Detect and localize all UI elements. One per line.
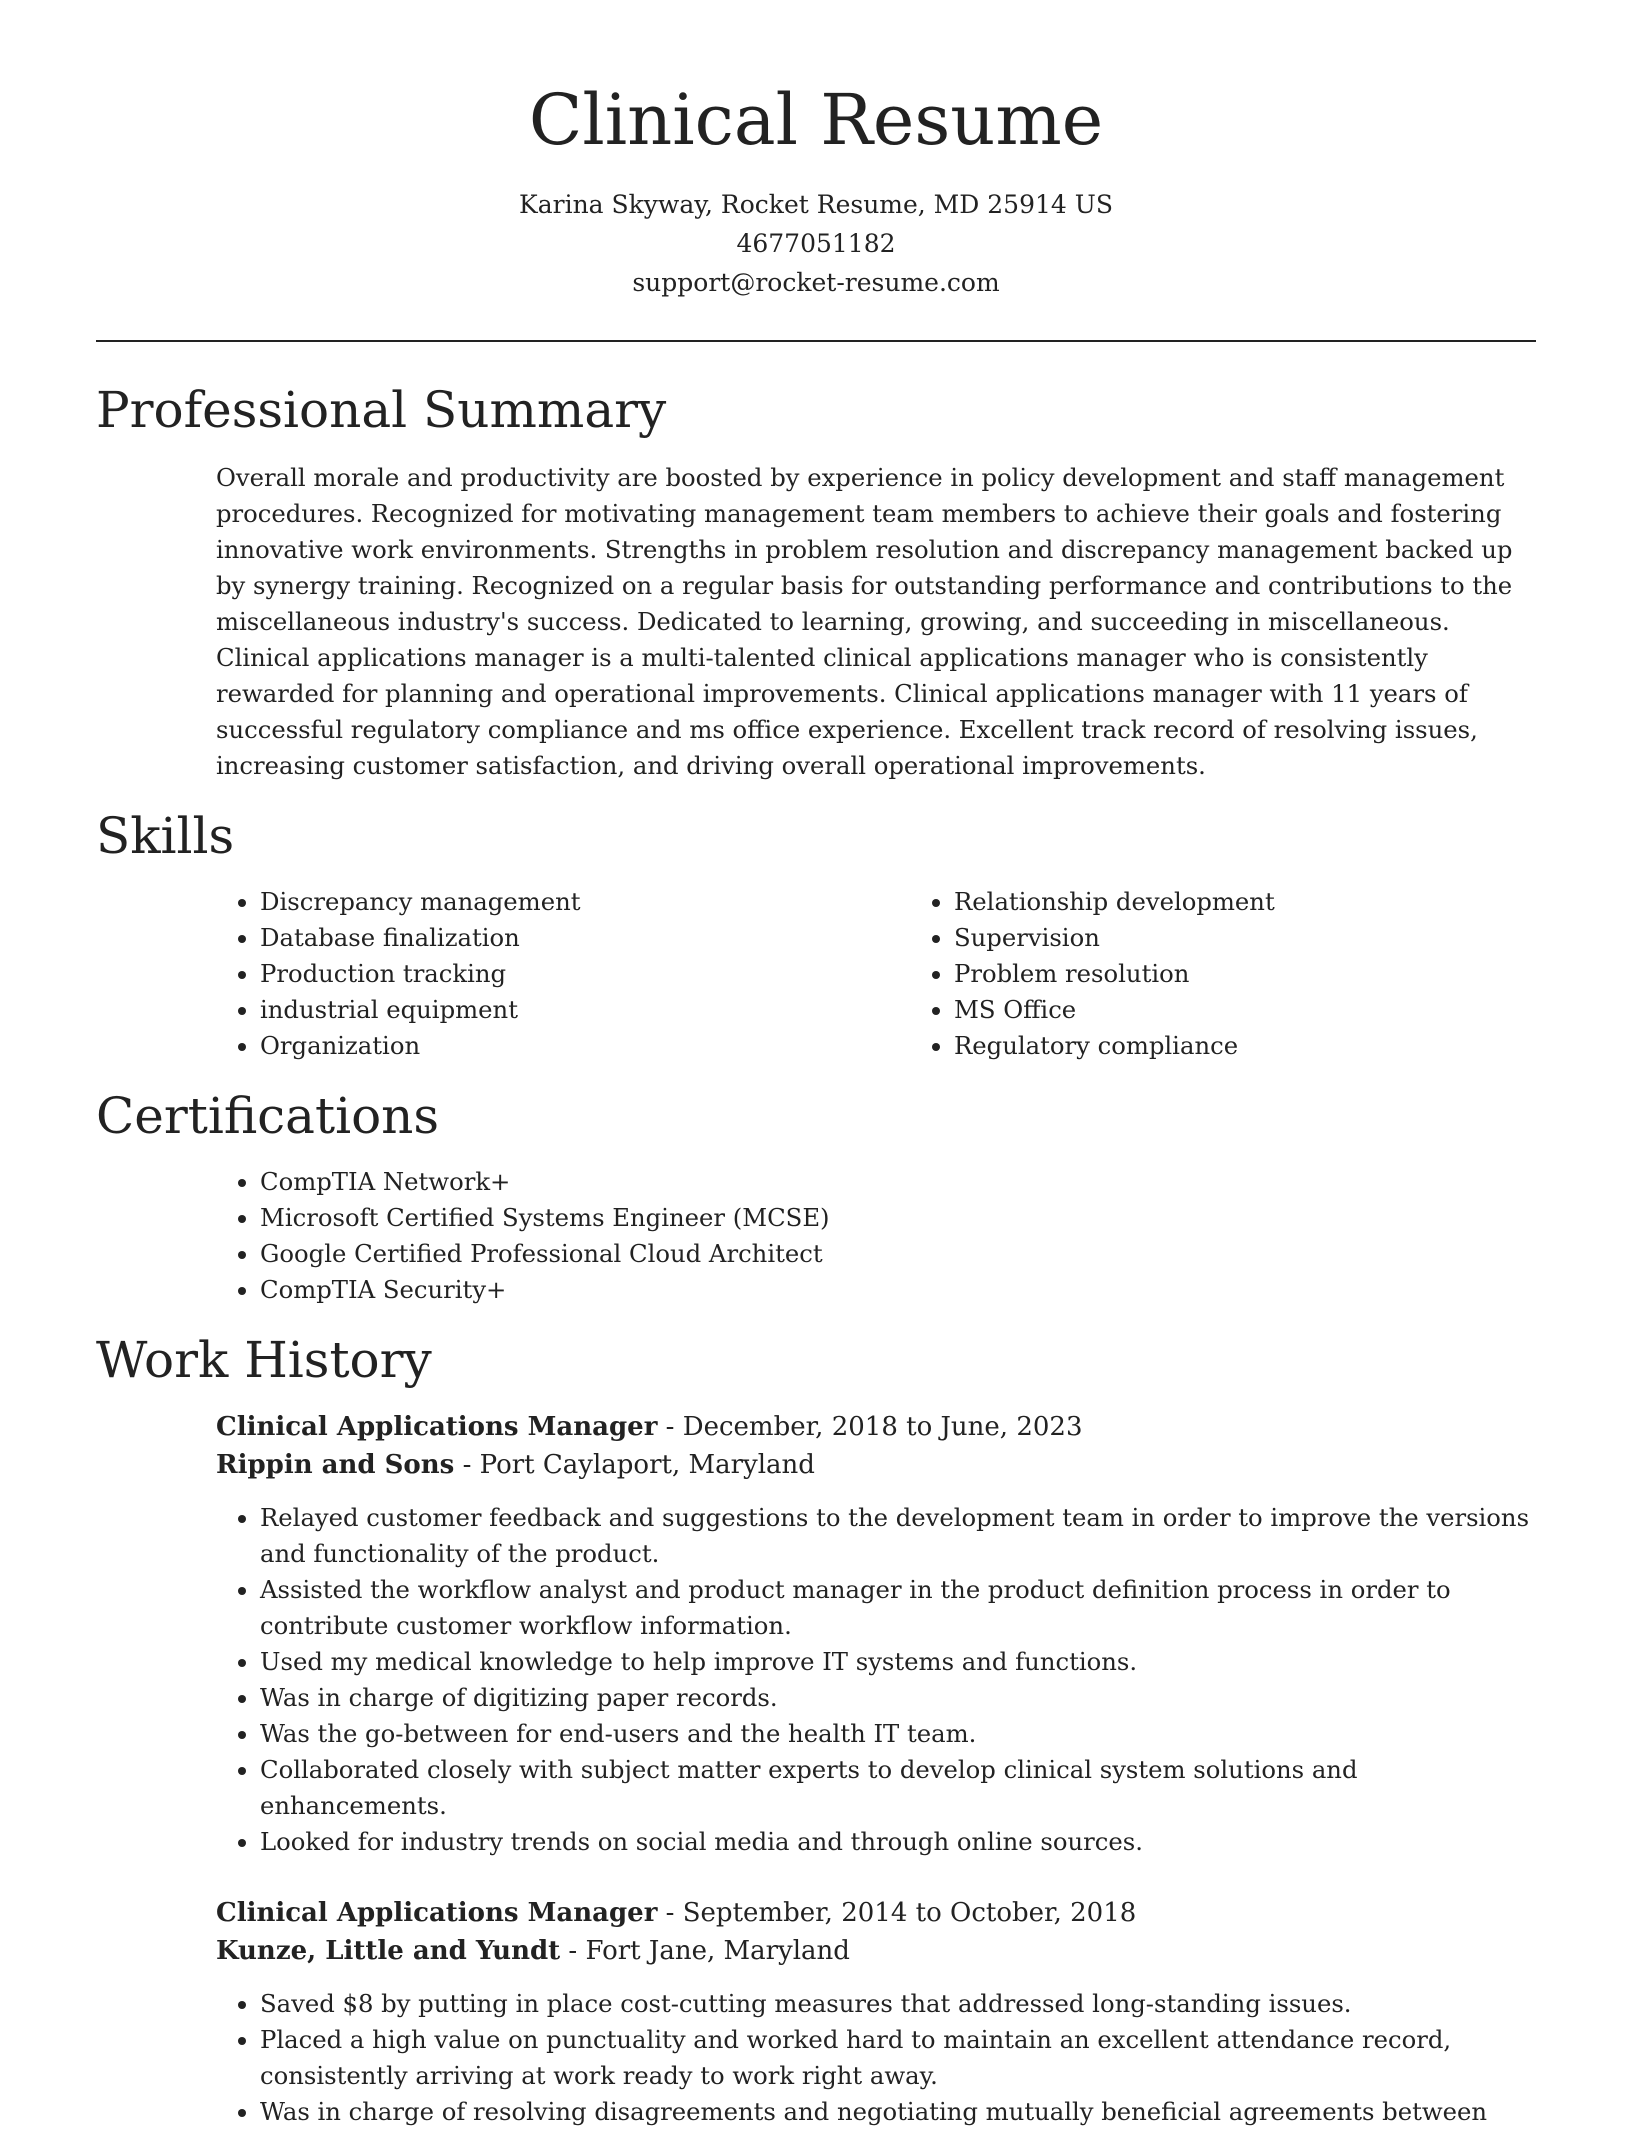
summary-section <box>96 380 1536 784</box>
job-bullet: • Relayed customer feedback and suggestions to the development team in order to improve the versions and functionality of the product. <box>260 1500 1536 1572</box>
job-bullet: • Collaborated closely with subject matter experts to develop clinical system solutions and enhancements. <box>260 1752 1536 1824</box>
summary-heading: Professional Summary <box>96 381 667 439</box>
skill-item: • Production tracking <box>260 956 910 992</box>
resume-title: Clinical Resume <box>528 79 1104 161</box>
job-bullet: • Placed a high value on punctuality and worked hard to maintain an excellent attendance record, consistently arriving at work ready to work right away. <box>260 2022 1536 2094</box>
job-company: Kunze, Little and Yundt <box>216 1936 561 1966</box>
job-company-line <box>216 1446 1536 1484</box>
skills-grid <box>96 884 1536 1064</box>
job-bullets <box>216 1500 1536 1860</box>
job-location: - Fort Jane, Maryland <box>560 1936 850 1966</box>
job-bullet: • Was in charge of digitizing paper records. <box>260 1680 1536 1716</box>
skill-item: • Relationship development <box>954 884 1275 920</box>
certification-item: • CompTIA Security+ <box>260 1272 1536 1308</box>
job-bullet: • Was in charge of resolving disagreements and negotiating mutually beneficial agreements between <box>260 2094 1536 2130</box>
job-bullet: • Saved $8 by putting in place cost-cutting measures that addressed long-standing issues. <box>260 1986 1536 2022</box>
job-bullet: • Was the go-between for end-users and the health IT team. <box>260 1716 1536 1752</box>
skill-item: • industrial equipment <box>260 992 910 1028</box>
job-dates: - September, 2014 to October, 2018 <box>657 1898 1137 1928</box>
summary-text: Overall morale and productivity are boosted by experience in policy development and staff management procedures. Recognized for motivating management team members to achieve their goals and fostering innovative work environments. Strengths in problem resolution and discrepancy management backed up by synergy training. Recognized on a regular basis for outstanding performance and contributions to the miscellaneous industry's success. Dedicated to learning, growing, and succeeding in miscellaneous. Clinical applications manager is a multi-talented clinical applications manager who is consistently rewarded for planning and operational improvements. Clinical applications manager with 11 years of successful regulatory compliance and ms office experience. Excellent track record of resolving issues, increasing customer satisfaction, and driving overall operational improvements. <box>216 463 1513 780</box>
skill-item: • Regulatory compliance <box>954 1028 1275 1064</box>
skill-item: • Supervision <box>954 920 1275 956</box>
skill-item: • Database finalization <box>260 920 910 956</box>
certifications-heading: Certifications <box>96 1087 440 1145</box>
certifications-section <box>96 1086 1536 1308</box>
skill-item: • Organization <box>260 1028 910 1064</box>
job-bullet: • Used my medical knowledge to help improve IT systems and functions. <box>260 1644 1536 1680</box>
job-company: Rippin and Sons <box>216 1450 455 1480</box>
skill-item: • MS Office <box>954 992 1275 1028</box>
skills-list-right <box>910 884 1275 1064</box>
job-entry <box>216 1894 1536 2130</box>
certification-item: • Google Certified Professional Cloud Architect <box>260 1236 1536 1272</box>
job-bullet: • Looked for industry trends on social media and through online sources. <box>260 1824 1536 1860</box>
certifications-list <box>96 1164 1536 1308</box>
skill-item: • Problem resolution <box>954 956 1275 992</box>
email: support@rocket-resume.com <box>632 268 1000 297</box>
job-role: Clinical Applications Manager <box>216 1412 658 1442</box>
skill-item: • Discrepancy management <box>260 884 910 920</box>
phone: 4677051182 <box>736 229 896 258</box>
certification-item: • CompTIA Network+ <box>260 1164 1536 1200</box>
work-section <box>96 1330 1536 2130</box>
job-bullets <box>216 1986 1536 2130</box>
address: Karina Skyway, Rocket Resume, MD 25914 US <box>519 190 1113 219</box>
job-title-line <box>216 1894 1536 1932</box>
job-entry <box>216 1408 1536 1860</box>
job-role: Clinical Applications Manager <box>216 1898 658 1928</box>
resume-header <box>0 0 1632 302</box>
job-bullet: • Assisted the workflow analyst and product manager in the product definition process in order to contribute customer workflow information. <box>260 1572 1536 1644</box>
work-heading: Work History <box>96 1331 432 1389</box>
skills-section <box>96 806 1536 1064</box>
job-company-line <box>216 1932 1536 1970</box>
skills-list-left <box>96 884 910 1064</box>
skills-heading: Skills <box>96 807 235 865</box>
header-divider <box>96 340 1536 342</box>
job-location: - Port Caylaport, Maryland <box>454 1450 815 1480</box>
job-dates: - December, 2018 to June, 2023 <box>657 1412 1083 1442</box>
job-title-line <box>216 1408 1536 1446</box>
certification-item: • Microsoft Certified Systems Engineer (MCSE) <box>260 1200 1536 1236</box>
